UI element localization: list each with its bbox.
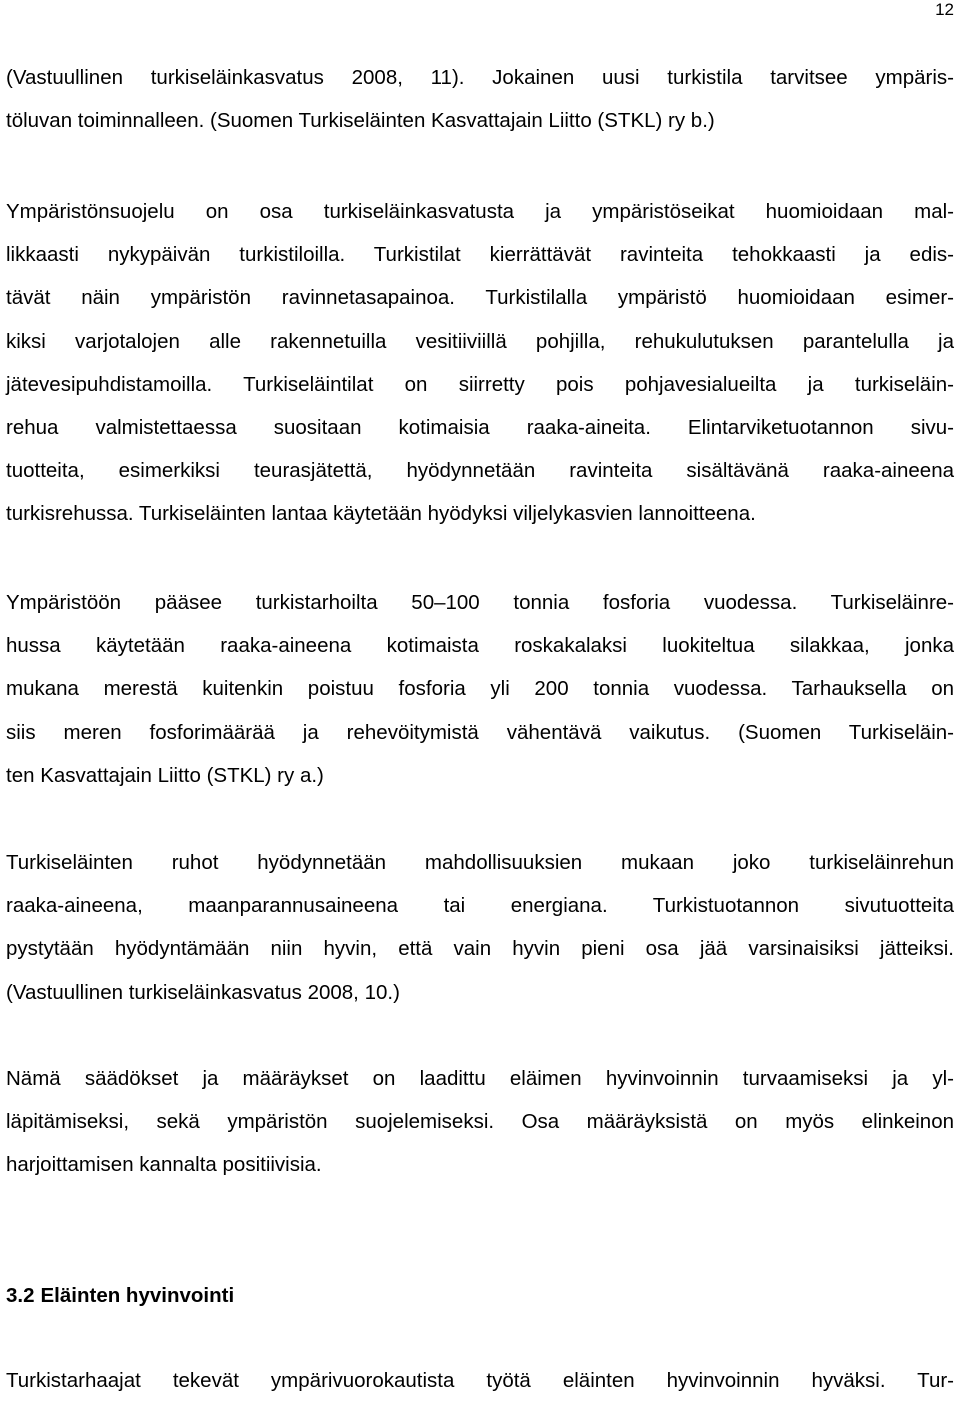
text-line: tävät näin ympäristön ravinnetasapainoa. Turkistilalla ympäristö huomioidaan esimer- — [6, 286, 954, 310]
text-line: kiksi varjotalojen alle rakennetuilla vesitiiviillä pohjilla, rehukulutuksen parantelulla ja — [6, 329, 954, 353]
text-line: hussa käytetään raaka-aineena kotimaista roskakalaksi luokiteltua silakkaa, jonka — [6, 634, 954, 658]
section-number: 3.2 — [6, 1284, 35, 1307]
text-line: tuotteita, esimerkiksi teurasjätettä, hyödynnetään ravinteita sisältävänä raaka-aineena — [6, 459, 954, 483]
text-line: rehua valmistettaessa suositaan kotimaisia raaka-aineita. Elintarviketuotannon sivu- — [6, 416, 954, 440]
text-line: (Vastuullinen turkiseläinkasvatus 2008, 10.) — [6, 980, 400, 1004]
text-line: pystytään hyödyntämään niin hyvin, että vain hyvin pieni osa jää varsinaisiksi jätteiksi. — [6, 937, 954, 961]
text-line: (Vastuullinen turkiseläinkasvatus 2008, 11). Jokainen uusi turkistila tarvitsee ympäris- — [6, 66, 954, 89]
text-line: turkisrehussa. Turkiseläinten lantaa käytetään hyödyksi viljelykasvien lannoitteena. — [6, 502, 756, 526]
paragraph-2 — [6, 190, 954, 536]
paragraph-5 — [6, 1057, 954, 1187]
paragraph-6 — [6, 1359, 954, 1402]
text-line: Ympäristönsuojelu on osa turkiseläinkasvatusta ja ympäristöseikat huomioidaan mal- — [6, 200, 954, 223]
text-line: Nämä säädökset ja määräykset on laadittu eläimen hyvinvoinnin turvaamiseksi ja yl- — [6, 1067, 954, 1090]
paragraph-1 — [6, 56, 954, 142]
text-line: Ympäristöön pääsee turkistarhoilta 50–100 tonnia fosforia vuodessa. Turkiseläinre- — [6, 591, 954, 614]
text-line: läpitämiseksi, sekä ympäristön suojelemiseksi. Osa määräyksistä on myös elinkeinon — [6, 1110, 954, 1134]
text-line: ten Kasvattajain Liitto (STKL) ry a.) — [6, 763, 324, 787]
text-line: töluvan toiminnalleen. (Suomen Turkiseläinten Kasvattajain Liitto (STKL) ry b.) — [6, 109, 715, 133]
section-heading — [6, 1276, 234, 1316]
text-line: siis meren fosforimäärää ja rehevöitymistä vähentävä vaikutus. (Suomen Turkiseläin- — [6, 720, 954, 744]
text-line: mukana merestä kuitenkin poistuu fosforia yli 200 tonnia vuodessa. Tarhauksella on — [6, 677, 954, 701]
section-title: Eläinten hyvinvointi — [40, 1284, 235, 1307]
text-line: harjoittamisen kannalta positiivisia. — [6, 1153, 322, 1177]
paragraph-3 — [6, 581, 954, 797]
page-number: 12 — [935, 0, 954, 19]
text-line: raaka-aineena, maanparannusaineena tai energiana. Turkistuotannon sivutuotteita — [6, 894, 954, 918]
text-line: Turkiseläinten ruhot hyödynnetään mahdollisuuksien mukaan joko turkiseläinrehun — [6, 851, 954, 874]
text-line: Turkistarhaajat tekevät ympärivuorokautista työtä eläinten hyvinvoinnin hyväksi. Tur- — [6, 1369, 954, 1392]
text-line: jätevesipuhdistamoilla. Turkiseläintilat on siirretty pois pohjavesialueilta ja turkiseläin- — [6, 372, 954, 396]
paragraph-4 — [6, 841, 954, 1014]
text-line: likkaasti nykypäivän turkistiloilla. Turkistilat kierrättävät ravinteita tehokkaasti ja edis- — [6, 243, 954, 267]
